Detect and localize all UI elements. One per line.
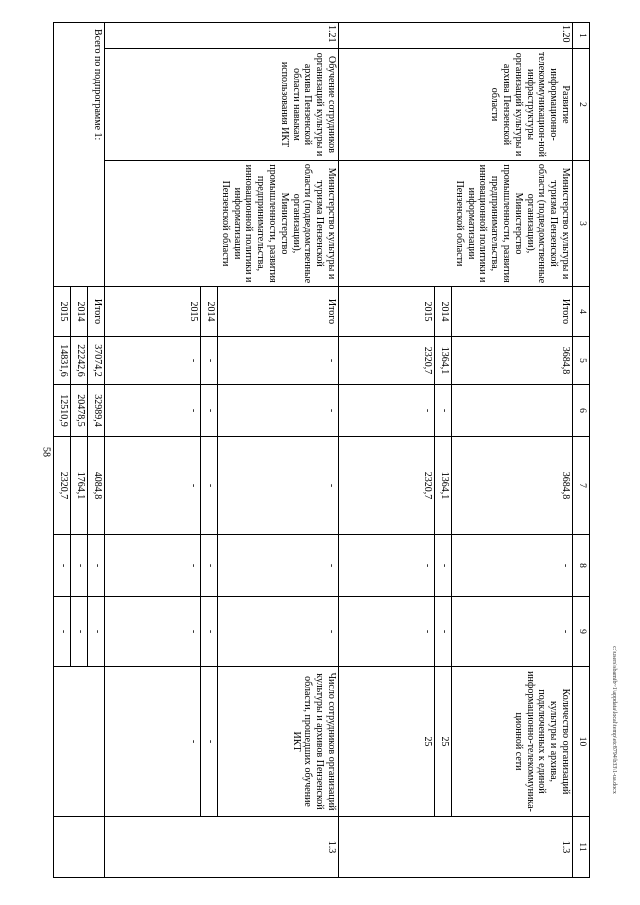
value-cell: 2320,7 [54, 437, 71, 535]
value-cell: - [105, 385, 201, 437]
value-cell: 22242,6 [71, 337, 88, 385]
year-cell: Итого [452, 287, 573, 337]
rotated-table-container [58, 22, 590, 877]
ref-cell: 1.3 [105, 817, 339, 878]
header-cell: 1 [573, 23, 590, 49]
value-cell: - [105, 535, 201, 597]
value-cell: - [218, 437, 339, 535]
table-row-total [88, 23, 105, 878]
program-table [53, 22, 590, 878]
header-cell: 8 [573, 535, 590, 597]
year-cell: Итого [88, 287, 105, 337]
value-cell: - [218, 597, 339, 667]
ref-cell: 1.3 [339, 817, 573, 878]
value-cell: - [71, 597, 88, 667]
value-cell: - [71, 535, 88, 597]
header-cell: 6 [573, 385, 590, 437]
value-cell: - [54, 535, 71, 597]
value-cell: - [218, 385, 339, 437]
value-cell: - [88, 535, 105, 597]
value-cell: - [435, 535, 452, 597]
value-cell: 1364,1 [435, 337, 452, 385]
value-cell: 14831,6 [54, 337, 71, 385]
value-cell: - [88, 597, 105, 667]
indicator-name: Количество организаций культуры и архива, подключенных к единой информационно-телекоммуника-ционной сети [452, 667, 573, 817]
activity-name: Обучение сотрудников организаций культуры и архива Пензенской области навыкам использования ИКТ [105, 49, 339, 161]
row-number: 1.21 [105, 23, 339, 49]
header-cell: 4 [573, 287, 590, 337]
value-cell [452, 385, 573, 437]
value-cell: 32989,4 [88, 385, 105, 437]
value-cell: - [201, 337, 218, 385]
header-cell: 3 [573, 161, 590, 287]
header-cell: 10 [573, 667, 590, 817]
header-cell: 5 [573, 337, 590, 385]
value-cell: 3684,8 [452, 437, 573, 535]
value-cell: 3684,8 [452, 337, 573, 385]
indicator-value: - [201, 667, 218, 817]
year-cell: Итого [218, 287, 339, 337]
value-cell: - [105, 597, 201, 667]
value-cell: - [201, 597, 218, 667]
row-number: 1.20 [339, 23, 573, 49]
value-cell: - [201, 535, 218, 597]
empty-cell [54, 817, 105, 878]
page-number: 58 [40, 447, 52, 457]
value-cell: - [218, 535, 339, 597]
value-cell: - [452, 535, 573, 597]
header-row [573, 23, 590, 878]
value-cell: 2320,7 [339, 337, 435, 385]
header-cell: 7 [573, 437, 590, 535]
indicator-value: - [105, 667, 201, 817]
value-cell: 37074,2 [88, 337, 105, 385]
year-cell: 2015 [105, 287, 201, 337]
value-cell: 12510,9 [54, 385, 71, 437]
header-cell: 9 [573, 597, 590, 667]
activity-name: Развитие информационно-телекоммуникацион-ной инфраструктуры организаций культуры и архива Пензенской области [339, 49, 573, 161]
value-cell: - [201, 385, 218, 437]
value-cell: - [452, 597, 573, 667]
value-cell: 4084,8 [88, 437, 105, 535]
value-cell: - [105, 437, 201, 535]
year-cell: 2015 [54, 287, 71, 337]
value-cell: 20478,5 [71, 385, 88, 437]
value-cell: 1364,1 [435, 437, 452, 535]
value-cell: - [339, 597, 435, 667]
year-cell: 2014 [201, 287, 218, 337]
value-cell: - [54, 597, 71, 667]
value-cell: 2320,7 [339, 437, 435, 535]
indicator-value: 25 [339, 667, 435, 817]
value-cell: - [339, 535, 435, 597]
year-cell: 2015 [339, 287, 435, 337]
empty-cell [54, 667, 105, 817]
value-cell: 1764,1 [71, 437, 88, 535]
value-cell: - [435, 385, 452, 437]
table-row [218, 23, 339, 878]
indicator-value: 25 [435, 667, 452, 817]
executor: Министерство культуры и туризма Пензенской области (подведомственные организации), Министерство промышленности, развития предпринимательства, инновационной политики и информатизации Пензенской области [339, 161, 573, 287]
header-cell: 11 [573, 817, 590, 878]
total-label: Всего по подпрограмме 1: [54, 23, 105, 287]
executor: Министерство культуры и туризма Пензенской области (подведомственные организации), Министерство промышленности, развития предпринимательства, инновационной политики и информатизации Пензенской области [105, 161, 339, 287]
value-cell: - [435, 597, 452, 667]
value-cell: - [201, 437, 218, 535]
year-cell: 2014 [435, 287, 452, 337]
table-row [452, 23, 573, 878]
value-cell: - [339, 385, 435, 437]
footer-file-path: c:\users\sbamib~1\appdata\local\temp\etc8794\b33\1-ua.docx [611, 646, 617, 794]
value-cell: - [218, 337, 339, 385]
indicator-name: Число сотрудников организаций культуры и архивов Пензенской области, прошедших обучение ИКТ [218, 667, 339, 817]
value-cell: - [105, 337, 201, 385]
year-cell: 2014 [71, 287, 88, 337]
header-cell: 2 [573, 49, 590, 161]
